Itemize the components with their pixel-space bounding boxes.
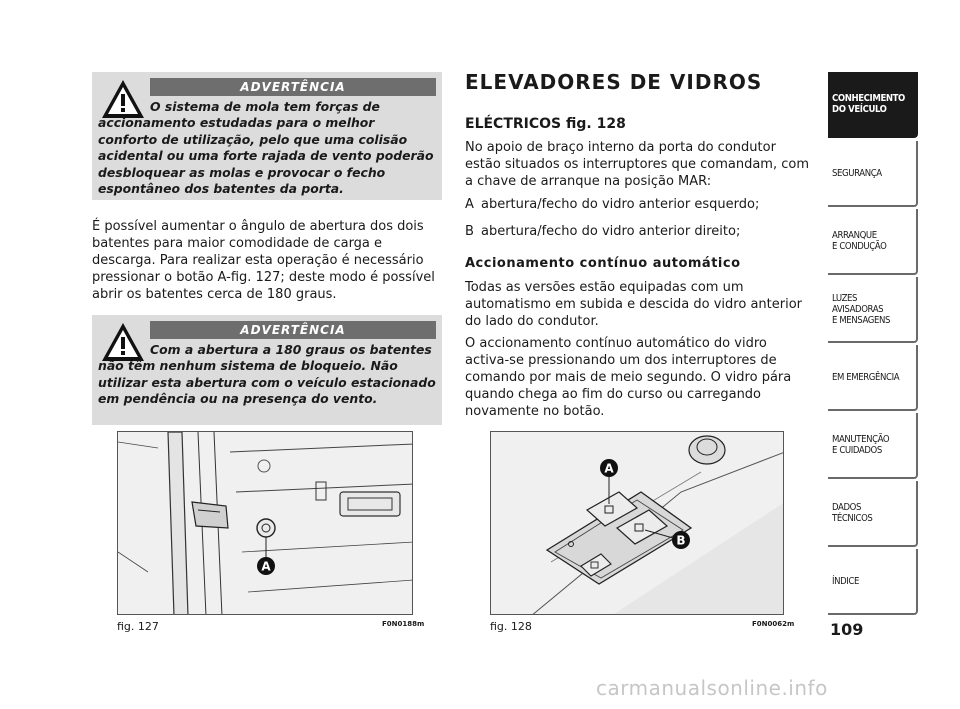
nav-tab-0[interactable] [828,72,918,138]
door-hinge-illustration [118,432,413,615]
warning-text: O sistema de mola tem forças de accionamento estudadas para o melhor conforto de utilização, pelo que uma colisão acidental ou uma forte rajada de vento poderão desbloquear as molas e provocar o fecho espontâneo dos batentes da porta. [98,99,434,197]
figure-caption: fig. 127 [117,620,159,633]
nav-tab-label: E MENSAGENS [832,314,891,326]
nav-tab-label: TÉCNICOS [832,513,873,524]
body-paragraph: O accionamento contínuo automático do vidro activa-se pressionando um dos interruptores de comando por mais de meio segundo. O vidro pára quando chega ao fim do curso ou carregando novamente no botão. [465,336,792,419]
warning-text: Com a abertura a 180 graus os batentes não têm nenhum sistema de bloqueio. Não utilizar esta abertura com o veículo estacionado em pendência ou na presença do vento. [98,342,436,407]
figure-caption: fig. 128 [490,620,532,633]
figure-128-window-switches [490,431,784,615]
figure-code: F0N0062m [752,620,795,628]
nav-tab-7[interactable] [828,549,918,615]
nav-tab-1[interactable] [828,141,918,207]
body-paragraph: Todas as versões estão equipadas com um automatismo em subida e descida do vidro anterior do lado do condutor. [465,280,802,329]
nav-tab-label: CONHECIMENTO [832,93,905,104]
nav-tab-2[interactable] [828,209,918,275]
nav-tab-6[interactable] [828,481,918,547]
nav-tab-label: ARRANQUE [832,230,877,241]
warning-header: ADVERTÊNCIA [150,321,436,339]
figure-127-door-hinge [117,431,413,615]
subsection-title: ELÉCTRICOS fig. 128 [465,116,626,132]
nav-tab-label: SEGURANÇA [832,167,882,179]
callout-a-label: A [261,559,271,574]
nav-tab-label: DADOS [832,502,861,513]
nav-tab-label: E CUIDADOS [832,445,882,456]
nav-tab-label: E CONDUÇÃO [832,241,887,252]
list-item [465,223,815,240]
body-paragraph: É possível aumentar o ângulo de abertura dos dois batentes para maior comodidade de carga e descarga. Para realizar esta operação é necessário pressionar o botão A-fig. 127; deste modo é possível abrir os batentes cerca de 180 graus. [92,219,435,302]
warning-box [92,72,442,200]
callout-b-label: B [676,533,686,548]
nav-tab-3[interactable] [828,277,918,343]
watermark: carmanualsonline.info [596,676,828,700]
figure-code: F0N0188m [382,620,425,628]
nav-tab-label: MANUTENÇÃO [832,434,890,445]
list-item [465,196,815,213]
nav-tab-4[interactable] [828,345,918,411]
page-number: 109 [830,620,864,639]
warning-box [92,315,442,425]
callout-a-label: A [604,461,614,476]
nav-tab-label: EM EMERGÊNCIA [832,371,900,383]
nav-tab-label: DO VEÍCULO [832,104,887,115]
subheading: Accionamento contínuo automático [465,256,741,271]
nav-tab-label: LUZES [832,292,858,304]
list-item-letter: B [465,224,474,239]
list-item-text: abertura/fecho do vidro anterior esquerdo; [481,197,760,212]
section-title: ELEVADORES DE VIDROS [465,70,763,94]
list-item-text: abertura/fecho do vidro anterior direito; [481,224,741,239]
warning-header: ADVERTÊNCIA [150,78,436,96]
nav-tab-label: AVISADORAS [832,303,884,315]
intro-paragraph: No apoio de braço interno da porta do condutor estão situados os interruptores que comandam, com a chave de arranque na posição MAR: [465,140,809,189]
nav-tab-label: ÍNDICE [832,575,859,587]
nav-tab-5[interactable] [828,413,918,479]
window-switch-illustration [491,432,784,615]
list-item-letter: A [465,197,474,212]
